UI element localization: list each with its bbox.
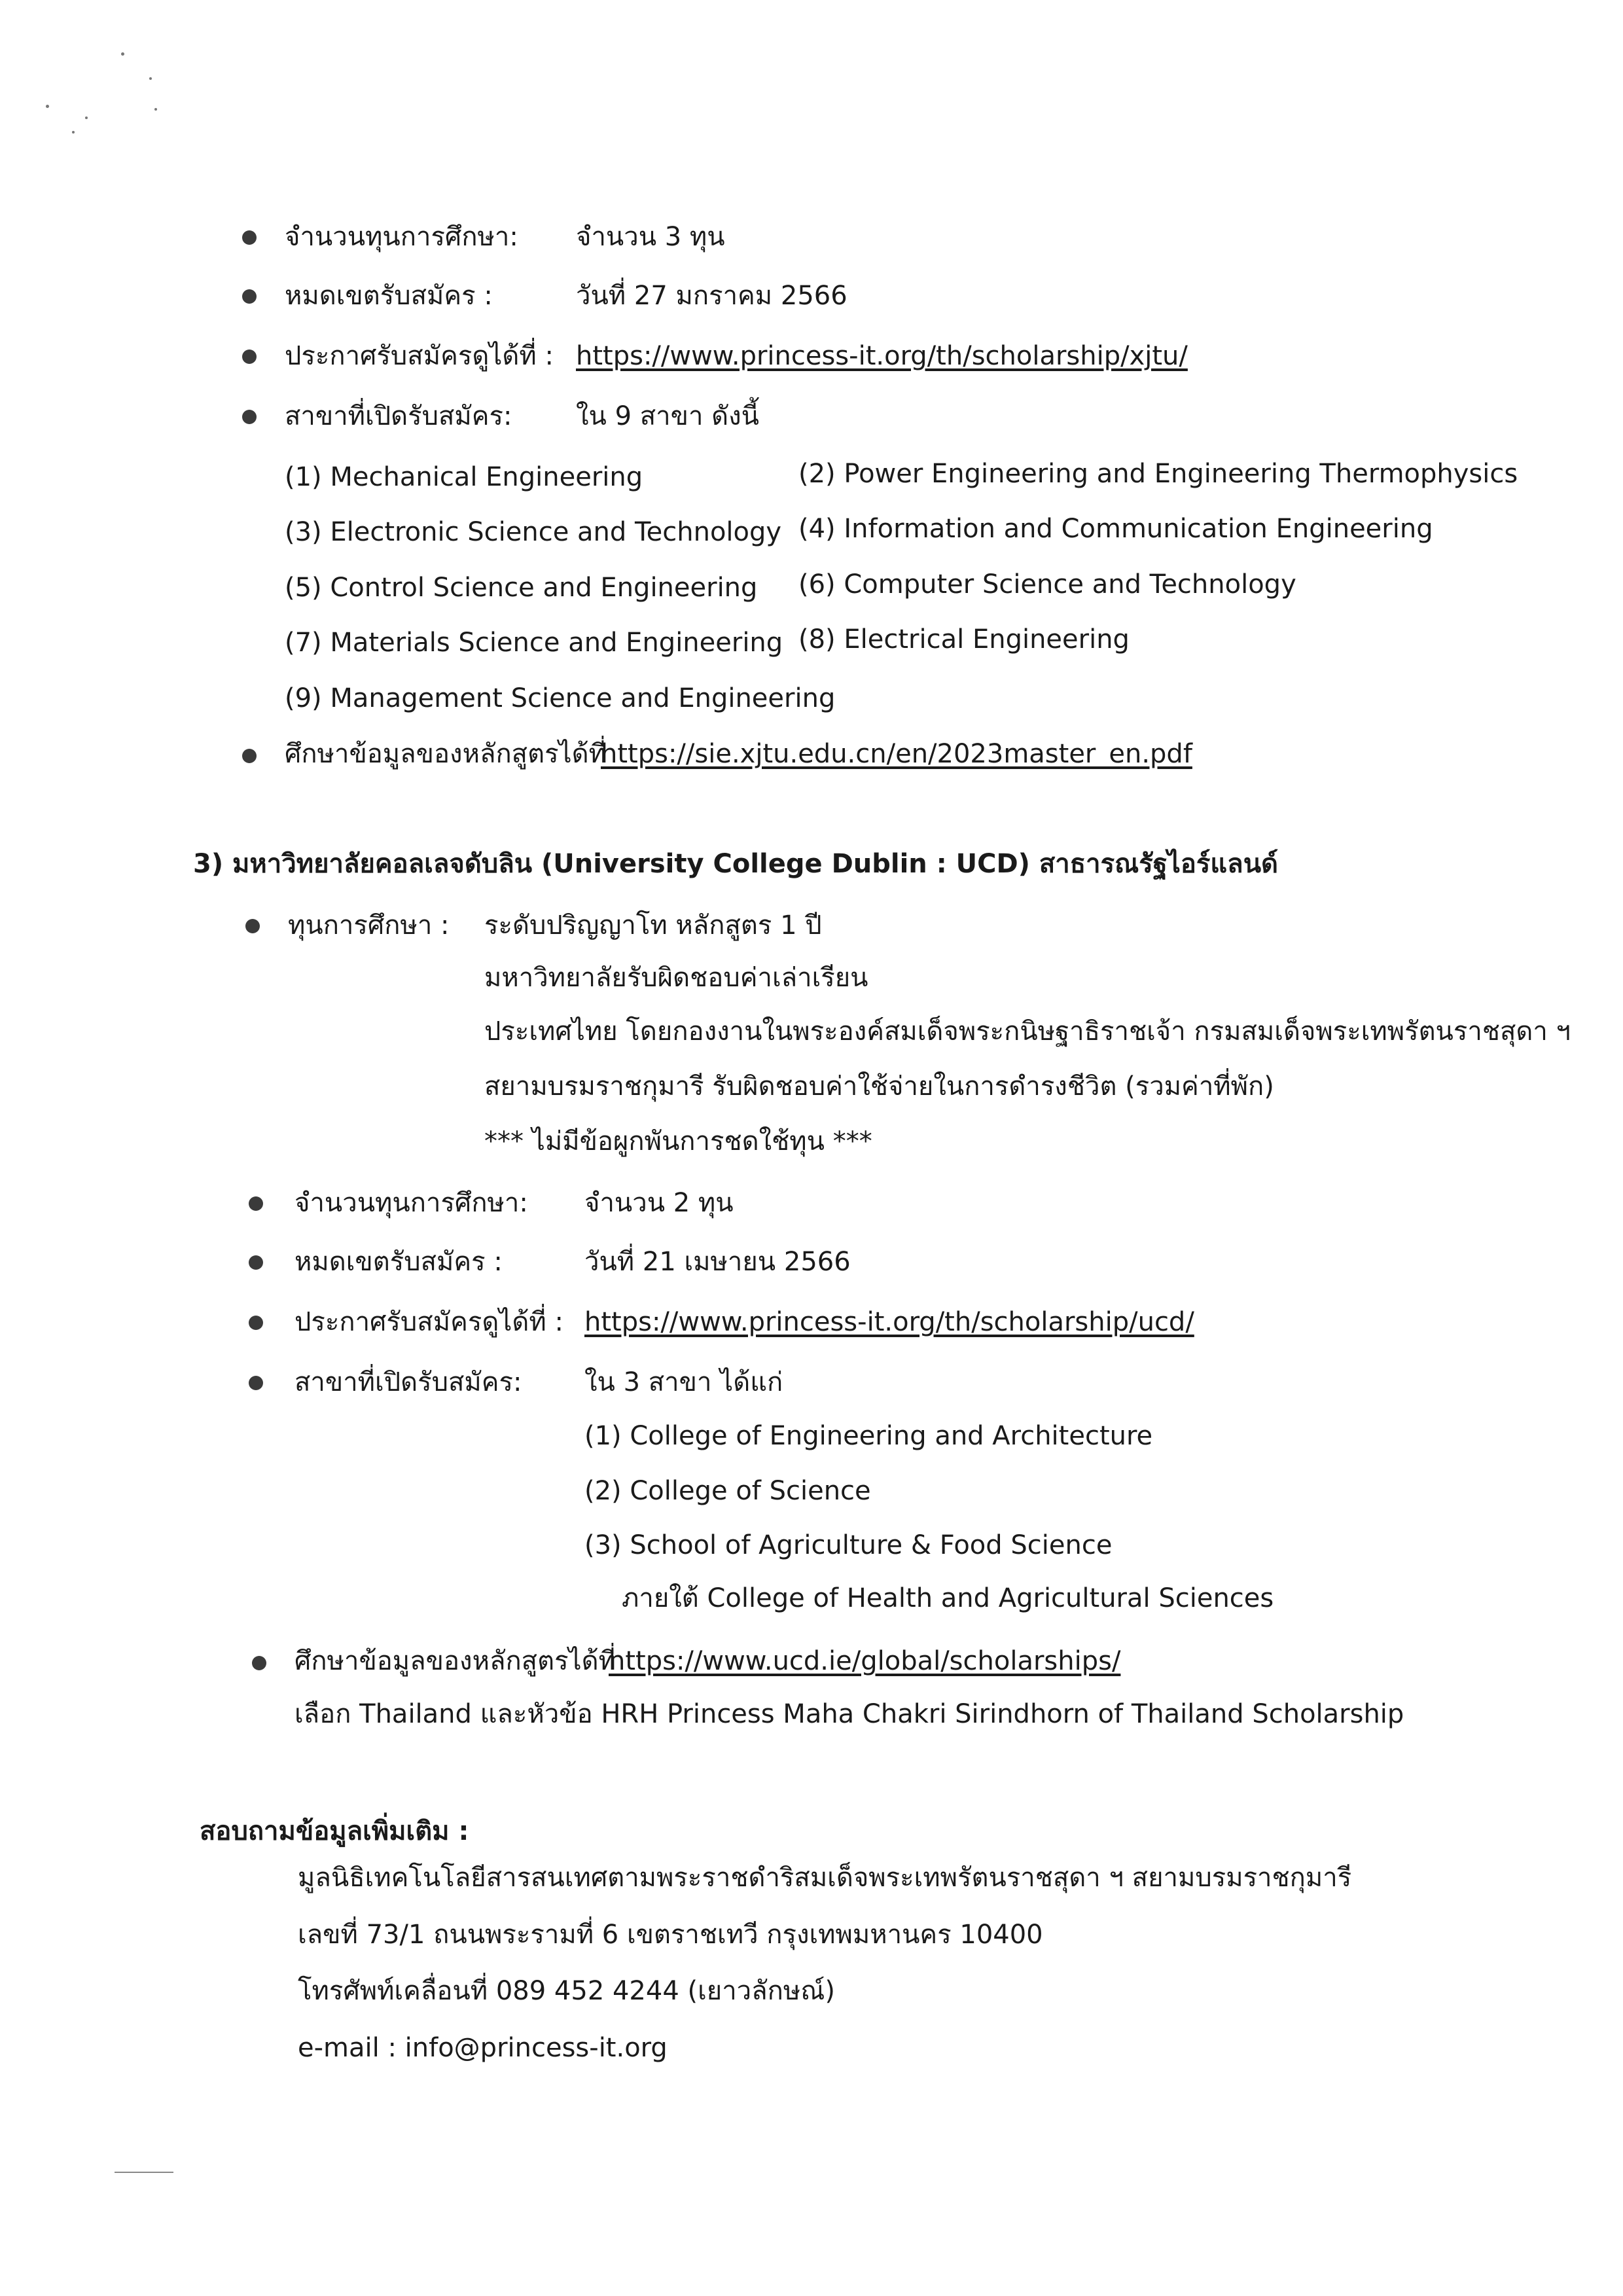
ucd-curriculum-label: ศึกษาข้อมูลของหลักสูตรได้ที่ (294, 1646, 616, 1676)
contact-email[interactable]: e-mail : info@princess-it.org (298, 2033, 668, 2063)
xjtu-field-item: (4) Information and Communication Engineering (798, 514, 1433, 544)
ucd-scholarship-line: สยามบรมราชกุมารี รับผิดชอบค่าใช้จ่ายในการดำรงชีวิต (รวมค่าที่พัก) (484, 1071, 1274, 1102)
ucd-deadline-label: หมดเขตรับสมัคร : (294, 1247, 503, 1277)
xjtu-fields-label: สาขาที่เปิดรับสมัคร: (285, 401, 512, 431)
scan-speck (149, 77, 152, 80)
xjtu-field-item: (9) Management Science and Engineering (285, 683, 836, 713)
ucd-fields-label: สาขาที่เปิดรับสมัคร: (294, 1367, 522, 1397)
xjtu-curriculum-link[interactable]: https://sie.xjtu.edu.cn/en/2023master_en.pdf (601, 739, 1192, 769)
scan-speck (46, 105, 49, 108)
ucd-scholarship-line: มหาวิทยาลัยรับผิดชอบค่าเล่าเรียน (484, 963, 868, 993)
ucd-section-heading: 3) มหาวิทยาลัยคอลเลจดับลิน (University College Dublin : UCD) สาธารณรัฐไอร์แลนด์ (193, 849, 1279, 879)
ucd-scholarship-line: ระดับปริญญาโท หลักสูตร 1 ปี (484, 910, 822, 941)
scan-speck (72, 131, 75, 134)
scan-mark (115, 2172, 173, 2173)
ucd-curriculum-note: เลือก Thailand และหัวข้อ HRH Princess Maha Chakri Sirindhorn of Thailand Scholarship (294, 1699, 1404, 1729)
bullet-icon (242, 230, 257, 245)
ucd-scholarship-line: ประเทศไทย โดยกองงานในพระองค์สมเด็จพระกนิษฐาธิราชเจ้า กรมสมเด็จพระเทพรัตนราชสุดา ฯ (484, 1016, 1571, 1047)
contact-heading: สอบถามข้อมูลเพิ่มเติม : (200, 1816, 469, 1846)
bullet-icon (245, 919, 260, 933)
scan-speck (121, 52, 124, 56)
ucd-field-item: (3) School of Agriculture & Food Science (584, 1530, 1113, 1560)
bullet-icon (249, 1255, 263, 1270)
ucd-count-label: จำนวนทุนการศึกษา: (294, 1188, 528, 1218)
bullet-icon (249, 1376, 263, 1390)
xjtu-fields-value: ใน 9 สาขา ดังนี้ (576, 401, 759, 431)
ucd-deadline-value: วันที่ 21 เมษายน 2566 (584, 1247, 851, 1277)
xjtu-field-item: (2) Power Engineering and Engineering Thermophysics (798, 459, 1518, 489)
xjtu-field-item: (8) Electrical Engineering (798, 624, 1130, 655)
xjtu-field-item: (3) Electronic Science and Technology (285, 517, 782, 547)
ucd-curriculum-link[interactable]: https://www.ucd.ie/global/scholarships/ (609, 1646, 1121, 1676)
xjtu-announcement-label: ประกาศรับสมัครดูได้ที่ : (285, 341, 554, 371)
xjtu-count-label: จำนวนทุนการศึกษา: (285, 222, 518, 252)
ucd-field-item: (1) College of Engineering and Architecture (584, 1421, 1153, 1451)
bullet-icon (242, 749, 257, 763)
xjtu-field-item: (7) Materials Science and Engineering (285, 628, 783, 658)
scan-speck (85, 117, 88, 119)
contact-line: โทรศัพท์เคลื่อนที่ 089 452 4244 (เยาวลักษณ์) (298, 1976, 835, 2006)
bullet-icon (242, 350, 257, 364)
bullet-icon (242, 289, 257, 304)
bullet-icon (249, 1316, 263, 1330)
ucd-scholarship-line: *** ไม่มีข้อผูกพันการชดใช้ทุน *** (484, 1126, 872, 1157)
xjtu-field-item: (5) Control Science and Engineering (285, 573, 758, 603)
contact-line: เลขที่ 73/1 ถนนพระรามที่ 6 เขตราชเทวี กรุงเทพมหานคร 10400 (298, 1920, 1043, 1950)
ucd-field-item: (2) College of Science (584, 1476, 871, 1506)
xjtu-curriculum-label: ศึกษาข้อมูลของหลักสูตรได้ที่ (285, 739, 607, 769)
bullet-icon (242, 410, 257, 424)
contact-line: มูลนิธิเทคโนโลยีสารสนเทศตามพระราชดำริสมเด็จพระเทพรัตนราชสุดา ฯ สยามบรมราชกุมารี (298, 1863, 1352, 1893)
ucd-field-item: ภายใต้ College of Health and Agricultural Sciences (622, 1583, 1274, 1613)
ucd-scholarship-label: ทุนการศึกษา : (288, 910, 450, 941)
xjtu-deadline-label: หมดเขตรับสมัคร : (285, 281, 493, 311)
xjtu-count-value: จำนวน 3 ทุน (576, 222, 725, 252)
xjtu-field-item: (6) Computer Science and Technology (798, 569, 1296, 600)
bullet-icon (249, 1196, 263, 1211)
ucd-announcement-link[interactable]: https://www.princess-it.org/th/scholarship/ucd/ (584, 1307, 1194, 1337)
ucd-fields-value: ใน 3 สาขา ได้แก่ (584, 1367, 783, 1397)
ucd-count-value: จำนวน 2 ทุน (584, 1188, 734, 1218)
ucd-announcement-label: ประกาศรับสมัครดูได้ที่ : (294, 1307, 563, 1337)
xjtu-deadline-value: วันที่ 27 มกราคม 2566 (576, 281, 847, 311)
xjtu-announcement-link[interactable]: https://www.princess-it.org/th/scholarship/xjtu/ (576, 341, 1188, 371)
bullet-icon (252, 1656, 266, 1670)
xjtu-field-item: (1) Mechanical Engineering (285, 462, 643, 492)
scan-speck (154, 108, 157, 111)
